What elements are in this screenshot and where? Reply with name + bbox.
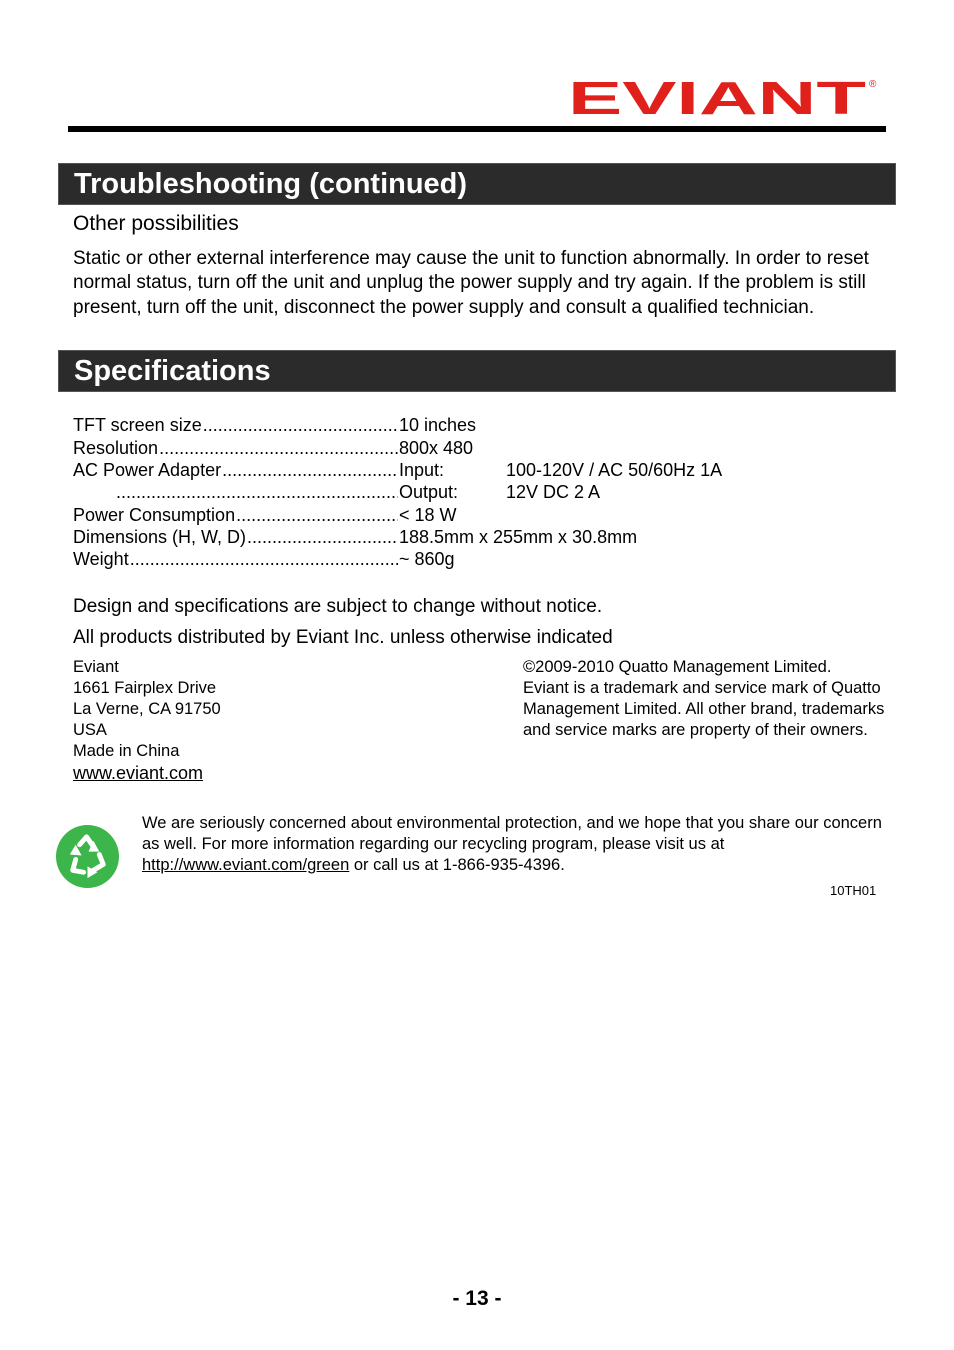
address-line: USA (73, 721, 107, 739)
spec-label: Power Consumption ..... (73, 504, 398, 526)
environment-notice (142, 813, 892, 876)
document-code: 10TH01 (830, 883, 877, 898)
spec-label: Weight ..... (73, 548, 398, 570)
environment-phone-text: or call us at 1-866-935-4396. (349, 856, 565, 874)
spec-value: 800x 480 (399, 438, 474, 458)
specifications-heading: Specifications (58, 350, 896, 392)
troubleshooting-paragraph: Static or other external interference may cause the unit to function abnormally. In order to reset normal status, turn off the unit and unplug the power supply and try again. If the problem is still present, turn off the unit, disconnect the power supply and consult a qualified technician. (73, 248, 869, 318)
spec-value: < 18 W (399, 505, 457, 525)
distribution-notice: All products distributed by Eviant Inc. unless otherwise indicated (73, 627, 613, 648)
spec-value: 188.5mm x 255mm x 30.8mm (399, 527, 638, 547)
address-line: 1661 Fairplex Drive (73, 679, 217, 697)
other-possibilities-subheading: Other possibilities (73, 212, 239, 235)
trademark-text: Eviant is a trademark and service mark of Quatto Management Limited. All other brand, trademarks and service marks are property of their owners. (523, 679, 885, 739)
spec-label (115, 481, 398, 503)
legal-notice (523, 657, 893, 741)
address-line: La Verne, CA 91750 (73, 700, 221, 718)
website-link[interactable]: www.eviant.com (73, 763, 204, 783)
spec-value: Input: (399, 460, 445, 480)
copyright-text: ©2009-2010 Quatto Management Limited. (523, 658, 832, 676)
header-rule (68, 126, 886, 132)
address-line: Eviant (73, 658, 119, 676)
logo-wordmark: EVIANT (568, 76, 866, 118)
spec-value: 10 inches (399, 415, 477, 435)
change-notice: Design and specifications are subject to change without notice. (73, 596, 603, 617)
environment-text: We are seriously concerned about environmental protection, and we hope that you share our concern as well. For more information regarding our recycling program, please visit us at (142, 814, 882, 853)
spec-label: TFT screen size ..... (73, 414, 398, 436)
registered-mark: ® (869, 79, 877, 90)
eviant-logo (568, 76, 884, 118)
troubleshooting-heading: Troubleshooting (continued) (58, 163, 896, 205)
spec-label: AC Power Adapter ..... (73, 459, 398, 481)
spec-value: Output: (399, 482, 459, 502)
spec-value-secondary: 12V DC 2 A (506, 482, 601, 502)
company-address (73, 657, 221, 762)
recycle-icon (56, 825, 119, 888)
spec-label: Dimensions (H, W, D) ..... (73, 526, 398, 548)
spec-value: ~ 860g (399, 549, 455, 569)
green-program-link[interactable]: http://www.eviant.com/green (142, 856, 350, 874)
page-number: - 13 - (452, 1287, 502, 1310)
address-line: Made in China (73, 742, 180, 760)
spec-label: Resolution ..... (73, 437, 398, 459)
spec-value-secondary: 100-120V / AC 50/60Hz 1A (506, 460, 723, 480)
